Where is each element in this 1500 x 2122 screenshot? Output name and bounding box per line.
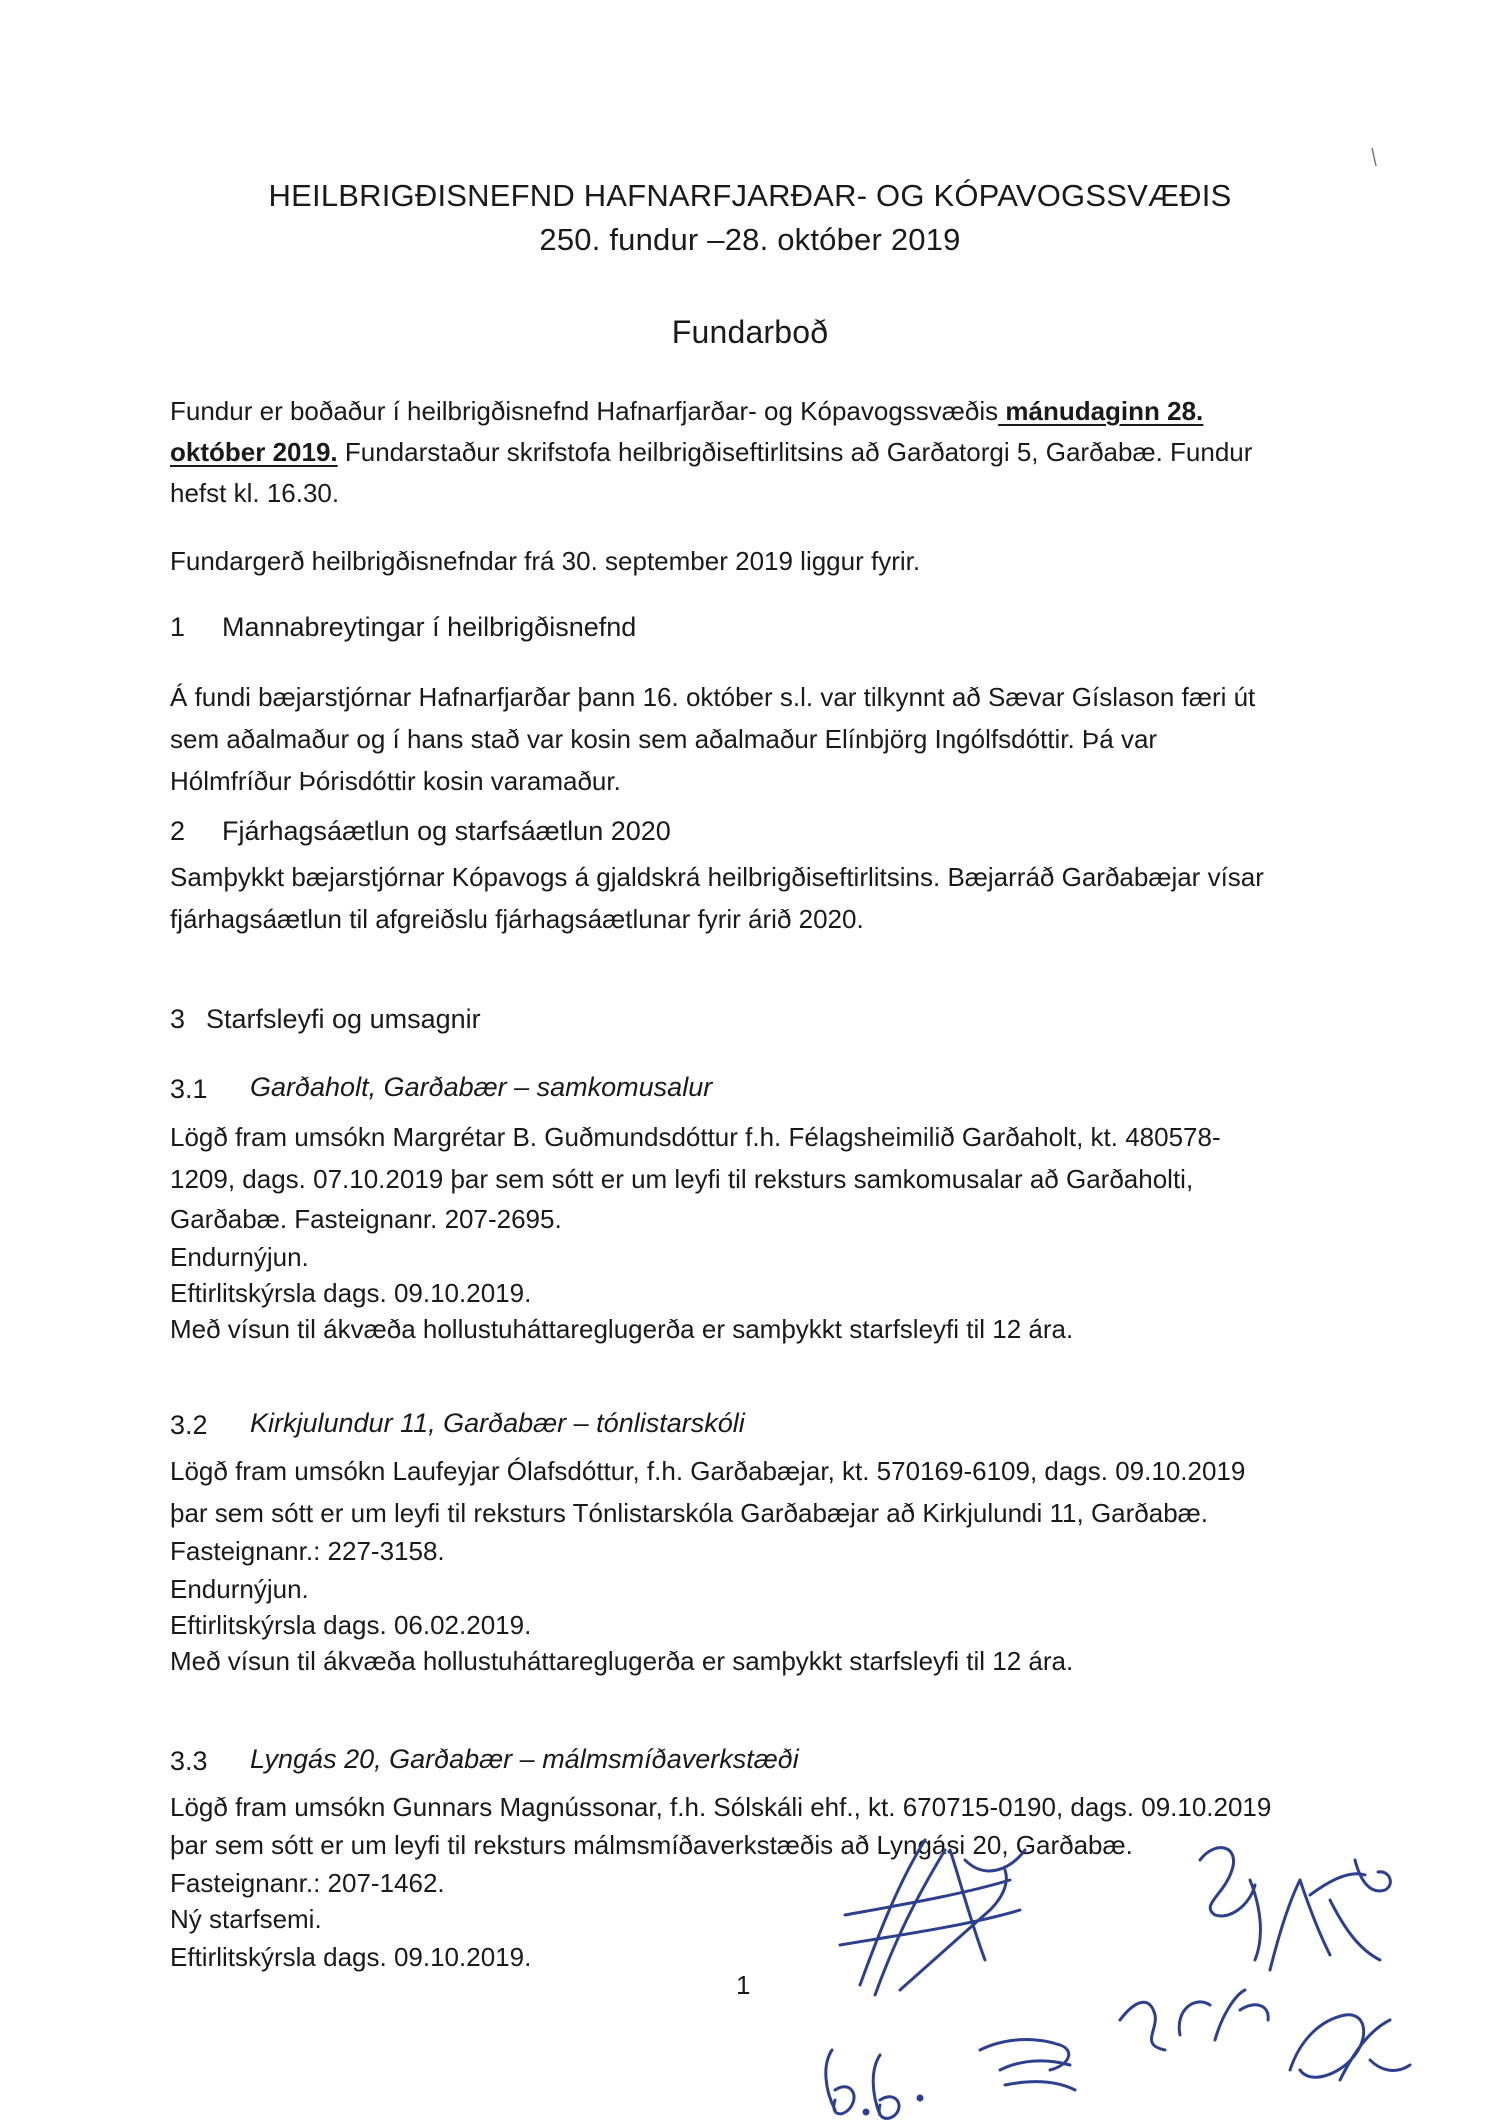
subitem-line: þar sem sótt er um leyfi til reksturs málmsmíðaverkstæðis að Lyngási 20, Garðabæ.: [170, 1830, 1133, 1860]
signature-stroke: [980, 2040, 1075, 2090]
item-body-line: Hólmfríður Þórisdóttir kosin varamaður.: [170, 766, 621, 796]
margin-mark: [1372, 148, 1376, 166]
subitem-heading: Lyngás 20, Garðabær – málmsmíðaverkstæði: [250, 1744, 799, 1774]
item-number: 3: [170, 1004, 186, 1034]
signature-stroke: [1290, 2015, 1410, 2080]
subitem-number: 3.2: [170, 1410, 208, 1440]
subitem-line: þar sem sótt er um leyfi til reksturs Tónlistarskóla Garðabæjar að Kirkjulundi 11, Garðabæ.: [170, 1498, 1209, 1528]
subitem-line: Lögð fram umsókn Gunnars Magnússonar, f.h. Sólskáli ehf., kt. 670715-0190, dags. 09.10.2019: [170, 1792, 1272, 1822]
signature-stroke: [1270, 1860, 1390, 1970]
subitem-line: Endurnýjun.: [170, 1574, 309, 1604]
subitem-line: Endurnýjun.: [170, 1242, 309, 1272]
signature-stroke: [826, 2050, 899, 2118]
meeting-number-date: 250. fundur –28. október 2019: [539, 222, 961, 257]
minutes-note: Fundargerð heilbrigðisnefndar frá 30. september 2019 liggur fyrir.: [170, 546, 921, 576]
subitem-line: Lögð fram umsókn Laufeyjar Ólafsdóttur, f.h. Garðabæjar, kt. 570169-6109, dags. 09.10.2019: [170, 1456, 1246, 1486]
subitem-line: Fasteignanr.: 207-1462.: [170, 1868, 445, 1898]
subitem-line: Ný starfsemi.: [170, 1904, 322, 1934]
item-body-line: sem aðalmaður og í hans stað var kosin sem aðalmaður Elínbjörg Ingólfsdóttir. Þá var: [170, 724, 1158, 754]
intro-text-a: Fundur er boðaður í heilbrigðisnefnd Hafnarfjarðar- og Kópavogssvæðis: [170, 396, 999, 426]
document-title: HEILBRIGÐISNEFND HAFNARFJARÐAR- OG KÓPAVOGSSVÆÐIS: [268, 178, 1232, 213]
subitem-line: Eftirlitskýrsla dags. 09.10.2019.: [170, 1278, 532, 1308]
signature-stroke: [1120, 1990, 1268, 2050]
subitem-line: Eftirlitskýrsla dags. 06.02.2019.: [170, 1610, 532, 1640]
item-heading: Mannabreytingar í heilbrigðisnefnd: [222, 612, 637, 642]
signature-dot: [918, 2096, 922, 2100]
subitem-line: Með vísun til ákvæða hollustuháttareglugerða er samþykkt starfsleyfi til 12 ára.: [170, 1646, 1074, 1676]
page-number: 1: [736, 1970, 751, 2000]
item-body-line: Á fundi bæjarstjórnar Hafnarfjarðar þann 16. október s.l. var tilkynnt að Sævar Gíslason færi út: [170, 682, 1256, 712]
subitem-number: 3.3: [170, 1746, 208, 1776]
item-body-line: Samþykkt bæjarstjórnar Kópavogs á gjaldskrá heilbrigðiseftirlitsins. Bæjarráð Garðabæjar vísar: [170, 862, 1264, 892]
document-type-heading: Fundarboð: [671, 314, 829, 350]
signature-stroke: [950, 1850, 1025, 1960]
subitem-line: Garðabæ. Fasteignanr. 207-2695.: [170, 1204, 562, 1234]
subitem-number: 3.1: [170, 1074, 208, 1104]
subitem-heading: Kirkjulundur 11, Garðabær – tónlistarskóli: [250, 1408, 745, 1438]
intro-line-3: hefst kl. 16.30.: [170, 478, 340, 508]
item-heading: Starfsleyfi og umsagnir: [206, 1004, 481, 1034]
intro-text-b: Fundarstaður skrifstofa heilbrigðiseftirlitsins að Garðatorgi 5, Garðabæ. Fundur: [337, 437, 1253, 467]
item-number: 2: [170, 816, 186, 846]
subitem-line: Lögð fram umsókn Margrétar B. Guðmundsdóttur f.h. Félagsheimilið Garðaholt, kt. 480578-: [170, 1122, 1221, 1152]
subitem-line: Fasteignanr.: 227-3158.: [170, 1536, 445, 1566]
subitem-line: Með vísun til ákvæða hollustuháttareglugerða er samþykkt starfsleyfi til 12 ára.: [170, 1314, 1074, 1344]
meeting-date-part-a: mánudaginn 28.: [998, 396, 1204, 426]
item-body-line: fjárhagsáætlun til afgreiðslu fjárhagsáætlunar fyrir árið 2020.: [170, 904, 864, 934]
subitem-line: 1209, dags. 07.10.2019 þar sem sótt er um leyfi til reksturs samkomusalar að Garðaholti,: [170, 1164, 1194, 1194]
subitem-line: Eftirlitskýrsla dags. 09.10.2019.: [170, 1942, 532, 1972]
signature-dot: [864, 2110, 868, 2114]
signature-stroke: [1200, 1848, 1260, 1960]
item-number: 1: [170, 612, 186, 642]
item-heading: Fjárhagsáætlun og starfsáætlun 2020: [222, 816, 671, 846]
meeting-date-part-b: október 2019.: [170, 437, 338, 467]
subitem-heading: Garðaholt, Garðabær – samkomusalur: [250, 1072, 713, 1102]
signature-stroke: [840, 1840, 1020, 1995]
